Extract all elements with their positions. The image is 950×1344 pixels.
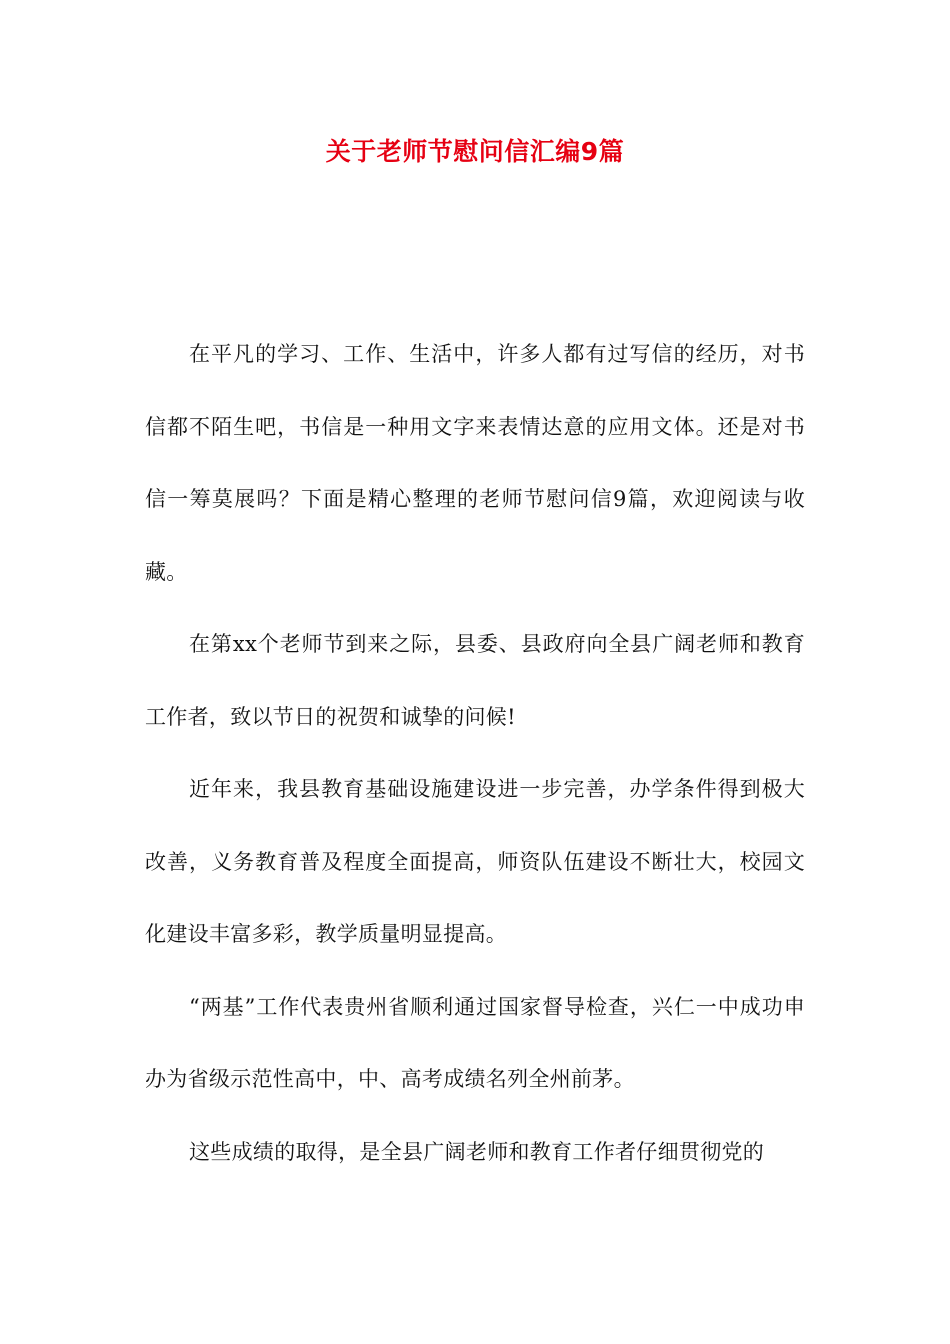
paragraph-greeting: 在第xx个老师节到来之际，县委、县政府向全县广阔老师和教育工作者，致以节日的祝贺和诚挚的问候! <box>145 632 805 729</box>
paragraph-results: 这些成绩的取得，是全县广阔老师和教育工作者仔细贯彻党的 <box>189 1139 765 1164</box>
paragraph-intro: 在平凡的学习、工作、生活中，许多人都有过写信的经历，对书信都不陌生吧，书信是一种用文字来表情达意的应用文体。还是对书信一筹莫展吗？下面是精心整理的老师节慰问信9篇，欢迎阅读与收藏。 <box>145 342 805 584</box>
paragraph-liangji: “两基”工作代表贵州省顺利通过国家督导检查，兴仁一中成功申办为省级示范性高中，中、高考成绩名列全州前茅。 <box>145 994 805 1091</box>
document-body <box>145 318 805 1188</box>
paragraph-achievements: 近年来，我县教育基础设施建设进一步完善，办学条件得到极大改善，义务教育普及程度全面提高，师资队伍建设不断壮大，校园文化建设丰富多彩，教学质量明显提高。 <box>145 777 805 946</box>
document-title: 关于老师节慰问信汇编9篇 <box>325 137 625 166</box>
